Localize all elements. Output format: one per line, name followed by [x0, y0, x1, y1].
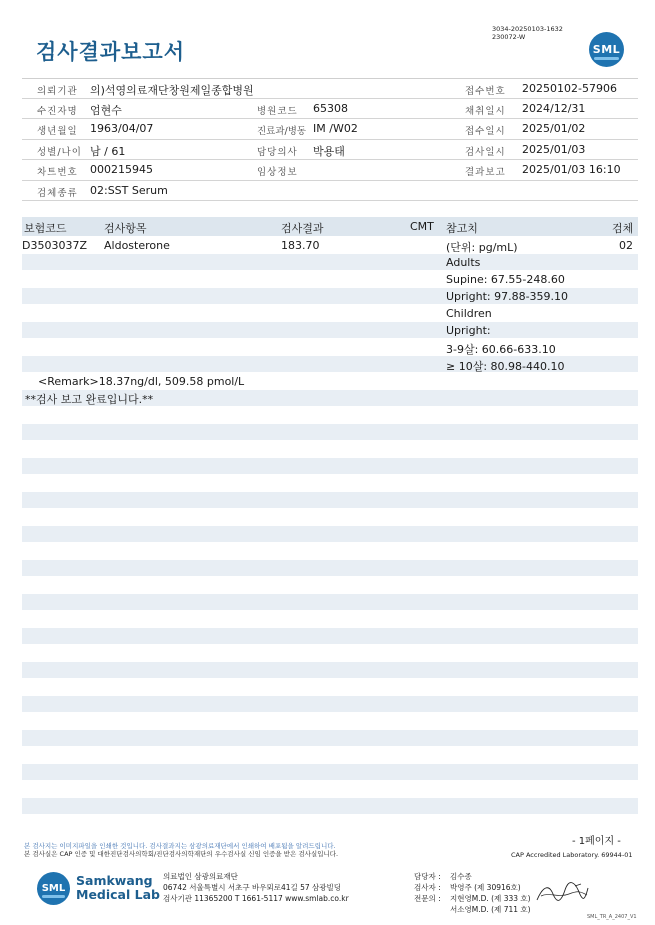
institution-value: 의)석영의료재단창원제일종합병원 [90, 84, 254, 97]
specimen-label: 검체종류 [37, 187, 78, 199]
document-code-line: 3034-20250103-1632 [492, 25, 563, 33]
table-stripe [22, 628, 638, 644]
specimen-value: 02:SST Serum [90, 183, 168, 197]
table-stripe [22, 322, 638, 338]
doctor-value: 박용태 [313, 144, 345, 158]
report-date-value: 2025/01/03 16:10 [522, 163, 621, 176]
receipt-no-label: 접수번호 [465, 86, 506, 97]
samkwang-logo-text: SML [41, 883, 66, 894]
institution-label: 의뢰기관 [37, 86, 78, 97]
hospital-code-value: 65308 [313, 101, 348, 115]
address-line: 06742 서울특별시 서초구 바우뫼로41길 57 삼광빌딩 [163, 883, 342, 892]
table-stripe [22, 526, 638, 542]
table-stripe [22, 662, 638, 678]
brand-name [76, 874, 160, 902]
footer-note-cap: 본 검사실은 CAP 인증 및 대한진단검사의학회/진단검사의학재단의 우수검사실 신임 인증을 받은 검사실입니다. [24, 850, 339, 858]
info-row [22, 160, 638, 181]
birth-label: 생년월일 [37, 126, 78, 137]
reference-line: ≥ 10살: 80.98-440.10 [446, 360, 565, 373]
lab-address [163, 871, 349, 904]
brand-line: Samkwang [76, 873, 153, 888]
reference-line: Upright: 97.88-359.10 [446, 290, 569, 303]
footer-note-print: 본 검사지는 이미지파일을 인쇄한 것입니다. 검사결과지는 삼광의료재단에서 인쇄하여 배포됨을 알려드립니다. [24, 842, 336, 850]
table-stripe [22, 424, 638, 440]
table-stripe [22, 492, 638, 508]
sex-age-value: 남 / 61 [90, 144, 126, 158]
brand-line: Medical Lab [76, 887, 160, 902]
table-stripe [22, 798, 638, 814]
address-line: 검사기관 11365200 T 1661-5117 www.smlab.co.kr [163, 894, 349, 903]
results-table-header [22, 217, 638, 236]
result-value: 183.70 [281, 239, 320, 252]
staff-name: 서소영M.D. (제 711 호) [450, 905, 531, 914]
reference-line: Supine: 67.55-248.60 [446, 273, 565, 286]
result-specimen: 02 [619, 239, 633, 252]
patient-label: 수진자명 [37, 105, 78, 117]
info-row [22, 78, 638, 99]
reference-line: Upright: [446, 324, 491, 337]
hospital-code-label: 병원코드 [257, 105, 298, 117]
collection-date-value: 2024/12/31 [522, 101, 586, 115]
signature-image [535, 880, 590, 906]
info-row [22, 99, 638, 120]
dept-label: 진료과/병동 [257, 126, 307, 137]
staff-name: 김수종 [450, 872, 472, 881]
receipt-no-value: 20250102-57906 [522, 82, 617, 95]
staff-name: 지현영M.D. (제 333 호) [450, 894, 531, 903]
info-row [22, 140, 638, 161]
staff-name: 박영주 (제 30916호) [450, 883, 521, 892]
header-result: 검사결과 [281, 222, 324, 235]
table-stripe [22, 730, 638, 746]
info-row [22, 181, 638, 202]
staff-label: 담당자 : [414, 872, 441, 881]
header-cmt: CMT [410, 220, 434, 233]
result-test-item: Aldosterone [104, 239, 170, 252]
birth-value: 1963/04/07 [90, 122, 154, 135]
report-date-label: 결과보고 [465, 167, 506, 178]
header-insurance-code: 보험코드 [24, 222, 67, 235]
reference-line: 3-9살: 60.66-633.10 [446, 343, 556, 356]
page-title: 검사결과보고서 [36, 40, 186, 64]
test-date-label: 검사일시 [465, 146, 506, 158]
patient-value: 엄현수 [90, 103, 122, 117]
receipt-date-value: 2025/01/02 [522, 122, 586, 135]
sml-logo [589, 32, 624, 67]
samkwang-logo [37, 872, 70, 905]
table-stripe [22, 254, 638, 270]
staff-label: 검사자 : [414, 883, 441, 892]
patient-info-table [22, 78, 638, 201]
report-complete-text: **검사 보고 완료입니다.** [25, 393, 154, 406]
table-stripe [22, 696, 638, 712]
table-stripe [22, 560, 638, 576]
remark-text: <Remark>18.37ng/dl, 509.58 pmol/L [38, 375, 245, 388]
staff-label: 전문의 : [414, 894, 441, 903]
reference-line: Children [446, 307, 492, 320]
sml-logo-text: SML [592, 43, 621, 56]
reference-line: Adults [446, 256, 481, 269]
header-reference: 참고치 [446, 222, 478, 235]
test-date-value: 2025/01/03 [522, 142, 586, 156]
page-number: - 1페이지 - [572, 836, 621, 847]
address-line: 의료법인 삼광의료재단 [163, 872, 238, 881]
doctor-label: 담당의사 [257, 146, 298, 158]
receipt-date-label: 접수일시 [465, 126, 506, 137]
chart-no-label: 차트번호 [37, 167, 78, 178]
table-stripe [22, 764, 638, 780]
document-code [492, 25, 563, 41]
info-row [22, 119, 638, 140]
header-specimen: 검체 [612, 222, 634, 235]
document-code-line: 230072-W [492, 33, 526, 41]
header-test-item: 검사항목 [104, 222, 147, 235]
staff-names [450, 871, 531, 915]
result-insurance-code: D3503037Z [22, 239, 87, 252]
cap-accreditation: CAP Accredited Laboratory. 69944-01 [511, 851, 633, 859]
table-stripe [22, 458, 638, 474]
table-stripe [22, 594, 638, 610]
form-number: SML_TR_A_2407_V1 [587, 914, 637, 920]
chart-no-value: 000215945 [90, 163, 153, 176]
collection-date-label: 채취일시 [465, 105, 506, 117]
sex-age-label: 성별/나이 [37, 146, 82, 158]
clinical-info-label: 임상정보 [257, 167, 298, 178]
staff-labels [414, 871, 441, 904]
reference-line: (단위: pg/mL) [446, 241, 518, 254]
dept-value: IM /W02 [313, 122, 358, 135]
